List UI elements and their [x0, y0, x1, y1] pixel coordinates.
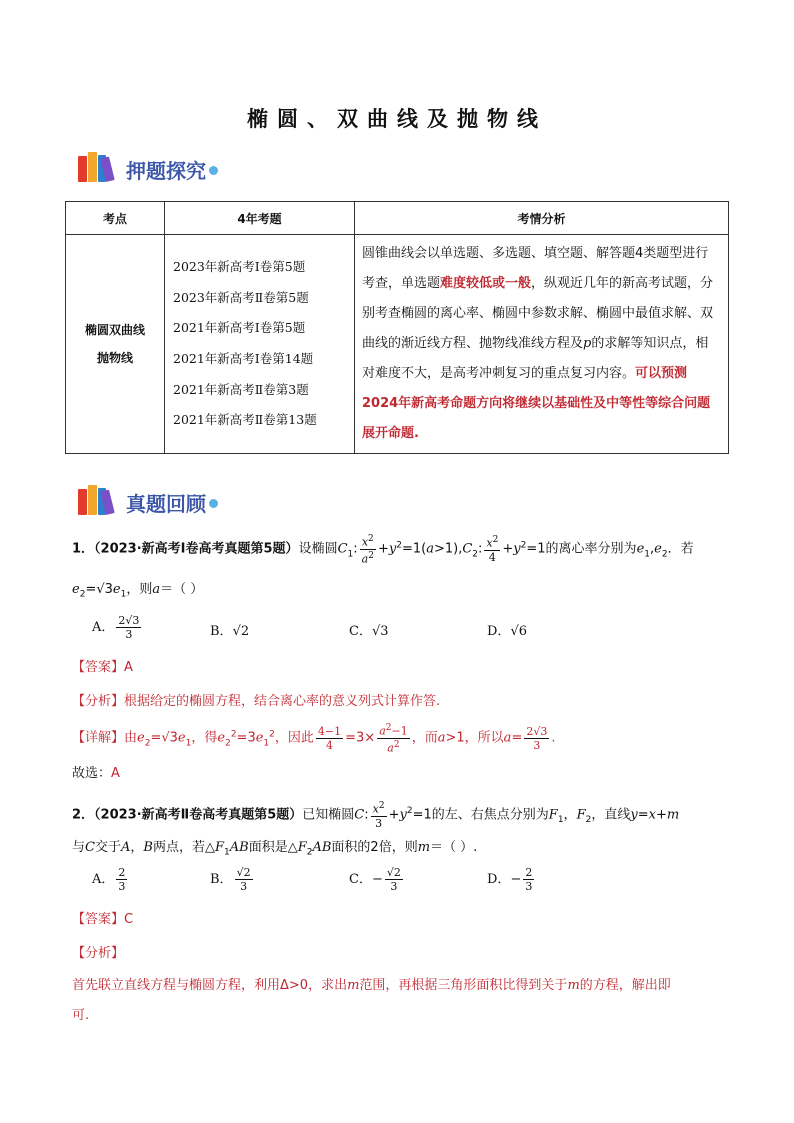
page-title: 椭圆、双曲线及抛物线: [247, 107, 547, 131]
answer-line: 【答案】A: [72, 660, 133, 675]
exam-item: 2023年新高考Ⅰ卷第5题: [173, 259, 306, 275]
table-header: 4年考题: [165, 202, 355, 235]
choose-line: 故选：A: [72, 766, 120, 781]
option-a[interactable]: A． $\frac{2√3}{3}$: [92, 614, 140, 641]
question-2-stem-cont: 与C交于A，B两点，若$\triangle F_1AB$面积是$\triangle F_2AB$面积的2倍，则m＝（ ）.: [72, 840, 478, 858]
table-header: 考点: [66, 202, 165, 235]
section-title: 押题探究: [126, 159, 206, 183]
option-b[interactable]: B．√2: [210, 624, 250, 639]
analysis-line: 【分析】根据给定的椭圆方程，结合离心率的意义列式计算作答.: [72, 694, 441, 709]
topic-line: 抛物线: [96, 351, 133, 365]
exam-item: 2021年新高考Ⅰ卷第5题: [173, 320, 306, 336]
analysis-line: 首先联立直线方程与椭圆方程，利用Δ>0，求出m范围，再根据三角形面积比得到关于m的方程，解出即: [72, 978, 671, 993]
question-1-stem: 1．（2023·新高考Ⅰ卷高考真题第5题）设椭圆$C_1$: $\frac{x^2}{a^2}$ $+y^2=1(a>1),C_2$: $\frac{x^2}{4}$ $+y^2=1$的离心率分别为$e_1,e_2$．若: [72, 534, 694, 566]
books-icon: [78, 485, 124, 515]
exam-item: 2021年新高考Ⅱ卷第13题: [173, 412, 317, 428]
option-c[interactable]: C．− $\frac{√2}{3}$: [349, 866, 401, 893]
option-d[interactable]: D．− $\frac{2}{3}$: [487, 866, 533, 893]
exam-item: 2021年新高考Ⅱ卷第3题: [173, 381, 309, 397]
books-icon: [78, 152, 124, 182]
topic-table: [65, 201, 729, 454]
question-2-stem: 2．（2023·新高考Ⅱ卷高考真题第5题）已知椭圆C: $\frac{x^2}{3}$ $+y^2=1$的左、右焦点分别为$F_1$，$F_2$，直线y=x+m: [72, 801, 680, 830]
section-title: 真题回顾: [126, 492, 206, 516]
analysis-cell: 圆锥曲线会以单选题、多选题、填空题、解答题4类题型进行考查，单选题难度较低或一般，纵观近几年的新高考试题，分别考查椭圆的离心率、椭圆中参数求解、椭圆中最值求解、双曲线的渐近线方程、抛物线准线方程及p的求解等知识点，相对难度不大，是高考冲刺复习的重点复习内容。可以预测2024年新高考命题方向将继续以基础性及中等性等综合问题展开命题.: [355, 235, 729, 454]
analysis-tag: 【分析】: [72, 946, 125, 961]
question-1-stem-cont: $e_2=√3e_1$，则a＝（ ）: [72, 582, 204, 600]
topic-cell: [66, 235, 165, 454]
analysis-line-cont: 可.: [72, 1008, 90, 1023]
option-d[interactable]: D．√6: [487, 624, 527, 639]
option-b[interactable]: B． $\frac{√2}{3}$: [210, 866, 251, 893]
highlight-text: 可以预测2024年新高考命题方向将继续以基础性及中等性等综合问题展开命题.: [362, 366, 711, 441]
table-header: 考情分析: [355, 202, 729, 235]
highlight-text: 难度较低或一般: [440, 276, 532, 291]
dot-icon: [209, 499, 218, 508]
exam-item: 2023年新高考Ⅱ卷第5题: [173, 289, 309, 305]
exam-list-cell: [165, 235, 355, 454]
topic-line: 椭圆双曲线: [84, 323, 145, 337]
detail-line: 【详解】由$e_2=√3e_1$，得$e_2^2=3e_1^2$，因此 $\frac{4-1}{4}$ =3× $\frac{a^2-1}{a^2}$ ，而a>1，所以a= $\frac{2√3}{3}$ .: [72, 723, 556, 755]
option-a[interactable]: A． $\frac{2}{3}$: [92, 866, 126, 893]
dot-icon: [209, 166, 218, 175]
answer-line: 【答案】C: [72, 912, 134, 927]
option-c[interactable]: C．√3: [349, 624, 389, 639]
exam-item: 2021年新高考Ⅰ卷第14题: [173, 351, 314, 366]
